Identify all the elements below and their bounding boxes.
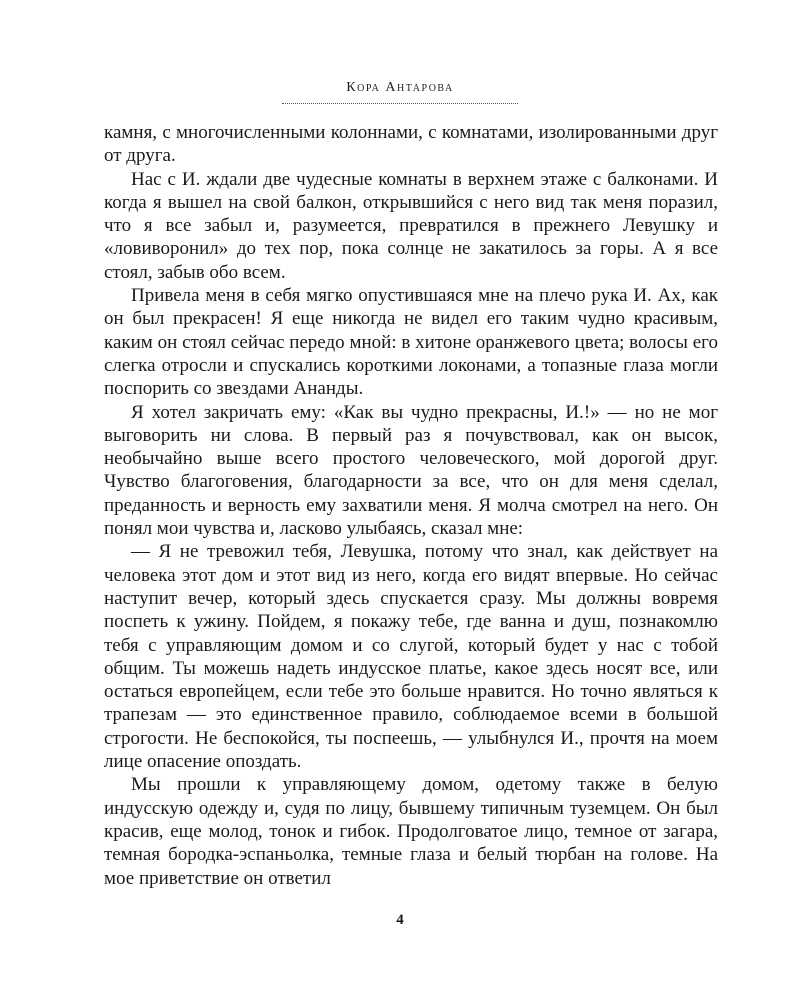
paragraph: Я хотел закричать ему: «Как вы чудно прекрасны, И.!» — но не мог выговорить ни слова. В первый раз я почувствовал, как он высок, необычайно выше всего простого человеческого, мой дорогой друг. Чувство благоговения, благодарности за все, что он для меня сделал, преданность и верность ему захватили меня. Я молча смотрел на него. Он понял мои чувства и, ласково улыбаясь, сказал мне: <box>104 401 718 540</box>
paragraph: Привела меня в себя мягко опустившаяся мне на плечо рука И. Ах, как он был прекрасен! Я еще никогда не видел его таким чудно красивым, каким он стоял сейчас передо мной: в хитоне оранжевого цвета; волосы его слегка отросли и спускались короткими локонами, а топазные глаза могли поспорить со звездами Ананды. <box>104 285 718 400</box>
page-number: 4 <box>396 912 404 928</box>
paragraph: Мы прошли к управляющему домом, одетому также в белую индусскую одежду и, судя по лицу, бывшему типичным туземцем. Он был красив, еще молод, тонок и гибок. Продолговатое лицо, темное от загара, темная бородка-эспаньолка, темные глаза и белый тюрбан на голове. На мое приветствие он ответил <box>104 774 718 889</box>
body-text <box>104 121 718 890</box>
header-dotted-rule <box>282 103 518 104</box>
paragraph-continued: камня, с многочисленными колоннами, с комнатами, изолированными друг от друга. <box>104 122 718 167</box>
paragraph: — Я не тревожил тебя, Левушка, потому что знал, как действует на человека этот дом и этот вид из него, когда его видят впервые. Но сейчас наступит вечер, который здесь спускается сразу. Мы должны вовремя поспеть к ужину. Пойдем, я покажу тебе, где ванна и душ, познакомлю тебя с управляющим домом и со слугой, который будет у нас с тобой общим. Ты можешь надеть индусское платье, какое здесь носят все, или остаться европейцем, если тебе это больше нравится. Но точно являться к трапезам — это единственное правило, соблюдаемое всеми в большой строгости. Не беспокойся, ты поспеешь, — улыбнулся И., прочтя на моем лице опасение опоздать. <box>104 541 718 773</box>
running-head-author: Кора Антарова <box>346 80 454 95</box>
paragraph: Нас с И. ждали две чудесные комнаты в верхнем этаже с балконами. И когда я вышел на свой балкон, открывшийся с него вид так меня поразил, что я все забыл и, разумеется, превратился в прежнего Левушку и «ловиворонил» до тех пор, пока солнце не закатилось за горы. А я все стоял, забыв обо всем. <box>104 168 718 283</box>
